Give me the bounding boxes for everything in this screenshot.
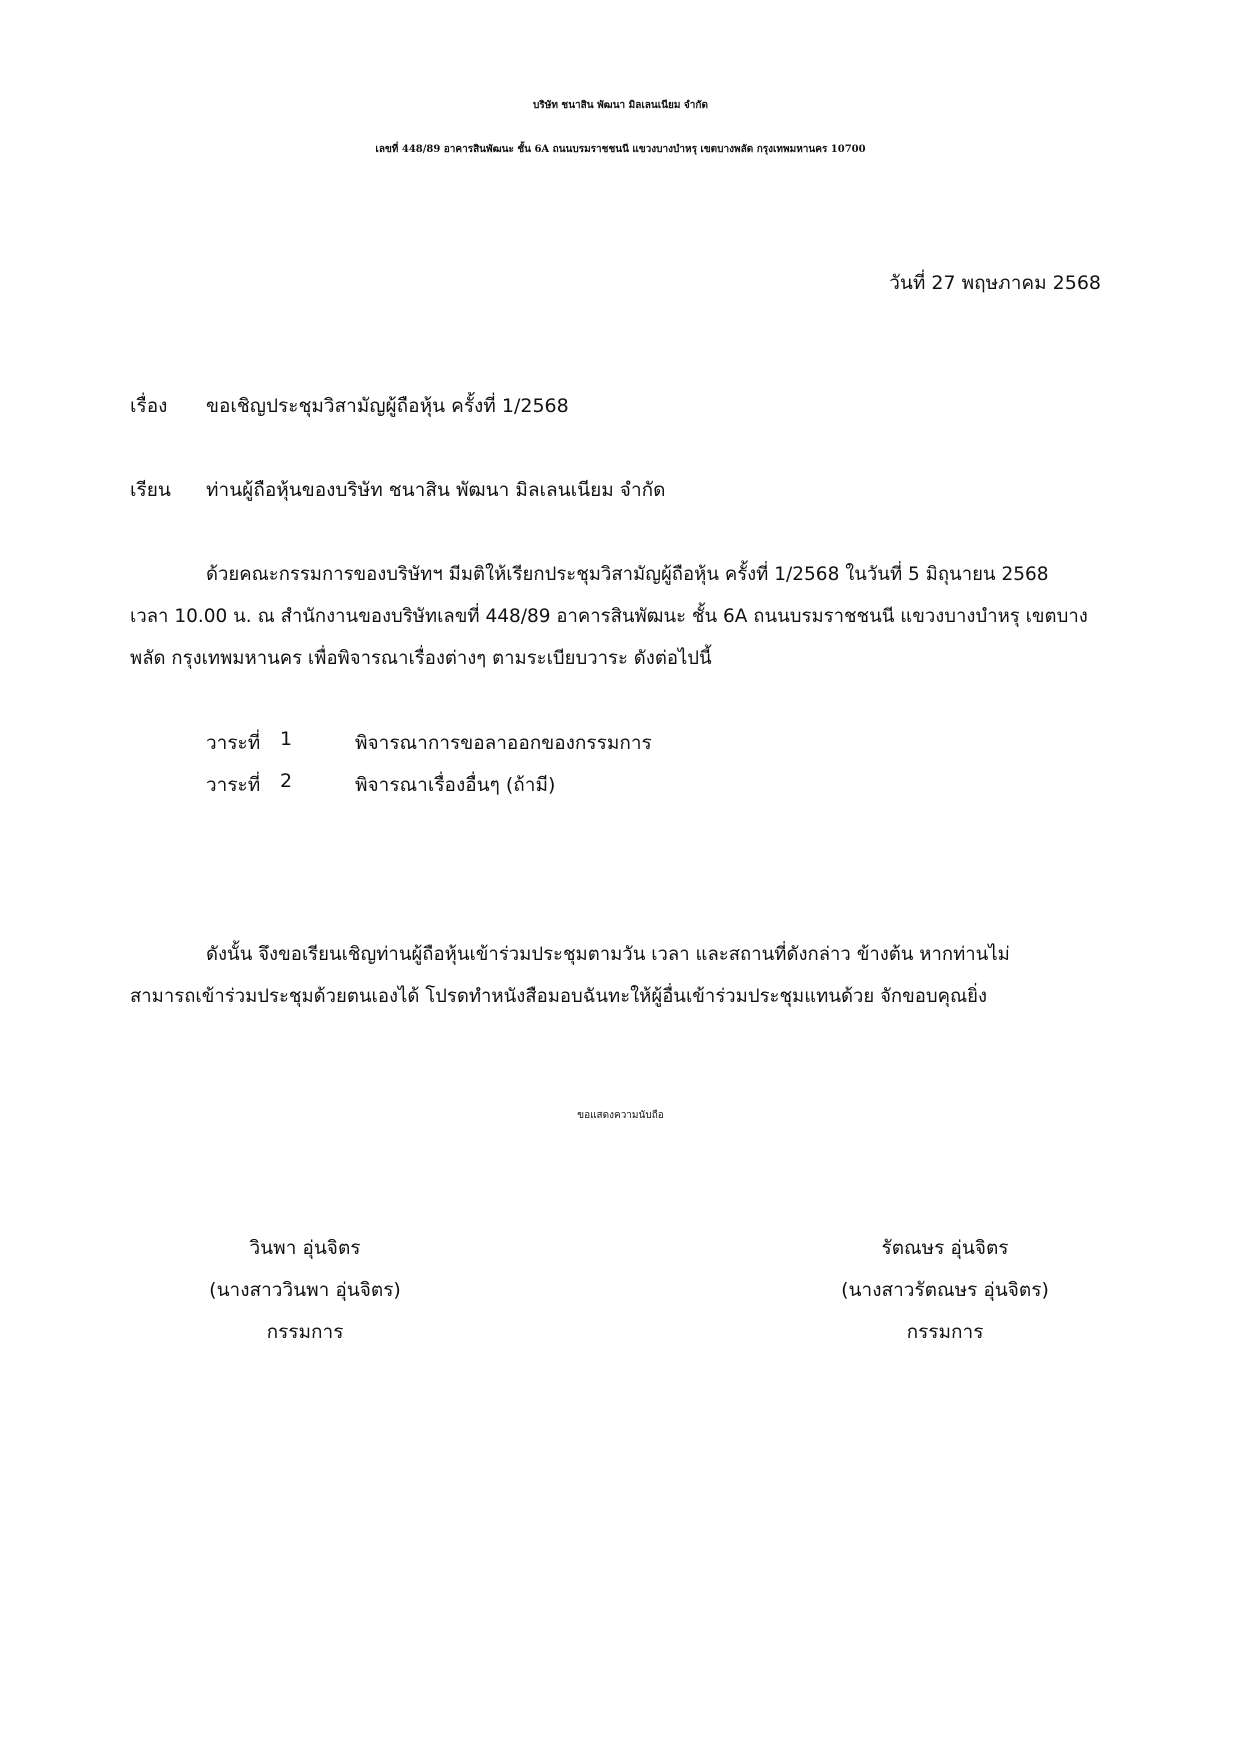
paragraph2-line1: ดังนั้น จึงขอเรียนเชิญท่านผู้ถือหุ้นเข้าร่วมประชุมตามวัน เวลา และสถานที่ดังกล่าว ข้างต้น หากท่านไม่ xyxy=(206,944,1010,965)
signer-full-name: (นางสาววินพา อุ่นจิตร) xyxy=(209,1279,401,1301)
recipient-label: เรียน xyxy=(130,479,171,501)
company-name: บริษัท ชนาสิน พัฒนา มิลเลนเนียม จำกัด xyxy=(533,100,708,111)
subject-text: ขอเชิญประชุมวิสามัญผู้ถือหุ้น ครั้งที่ 1/2568 xyxy=(206,395,569,417)
subject-label: เรื่อง xyxy=(130,395,168,417)
paragraph1-line1: ด้วยคณะกรรมการของบริษัทฯ มีมติให้เรียกประชุมวิสามัญผู้ถือหุ้น ครั้งที่ 1/2568 ในวันที่ 5 มิถุนายน 2568 xyxy=(206,564,1049,585)
paragraph2-line2: สามารถเข้าร่วมประชุมด้วยตนเองได้ โปรดทำหนังสือมอบฉันทะให้ผู้อื่นเข้าร่วมประชุมแทนด้วย จักขอบคุณยิ่ง xyxy=(130,986,988,1007)
agenda-label: วาระที่ xyxy=(206,732,261,754)
letter-date: วันที่ 27 พฤษภาคม 2568 xyxy=(889,272,1101,294)
agenda-number: 1 xyxy=(280,728,293,750)
signer-full-name: (นางสาวรัตณษร อุ่นจิตร) xyxy=(841,1279,1049,1301)
paragraph1-line3: พลัด กรุงเทพมหานคร เพื่อพิจารณาเรื่องต่างๆ ตามระเบียบวาระ ดังต่อไปนี้ xyxy=(130,648,712,669)
agenda-text: พิจารณาเรื่องอื่นๆ (ถ้ามี) xyxy=(355,774,556,796)
agenda-text: พิจารณาการขอลาออกของกรรมการ xyxy=(355,732,652,754)
closing-text: ขอแสดงความนับถือ xyxy=(577,1110,664,1121)
signature: วินพา อุ่นจิตร xyxy=(249,1237,361,1259)
recipient-text: ท่านผู้ถือหุ้นของบริษัท ชนาสิน พัฒนา มิลเลนเนียม จำกัด xyxy=(206,479,666,501)
signer-position: กรรมการ xyxy=(266,1321,344,1343)
company-address: เลขที่ 448/89 อาคารสินพัฒนะ ชั้น 6A ถนนบรมราชชนนี แขวงบางบำหรุ เขตบางพลัด กรุงเทพมหานคร 10700 xyxy=(375,144,866,155)
paragraph1-line2: เวลา 10.00 น. ณ สำนักงานของบริษัทเลขที่ 448/89 อาคารสินพัฒนะ ชั้น 6A ถนนบรมราชชนนี แขวงบางบำหรุ เขตบาง xyxy=(130,606,1088,627)
signer-position: กรรมการ xyxy=(906,1321,984,1343)
signature: รัตณษร อุ่นจิตร xyxy=(881,1237,1009,1259)
agenda-number: 2 xyxy=(280,770,293,792)
agenda-label: วาระที่ xyxy=(206,774,261,796)
